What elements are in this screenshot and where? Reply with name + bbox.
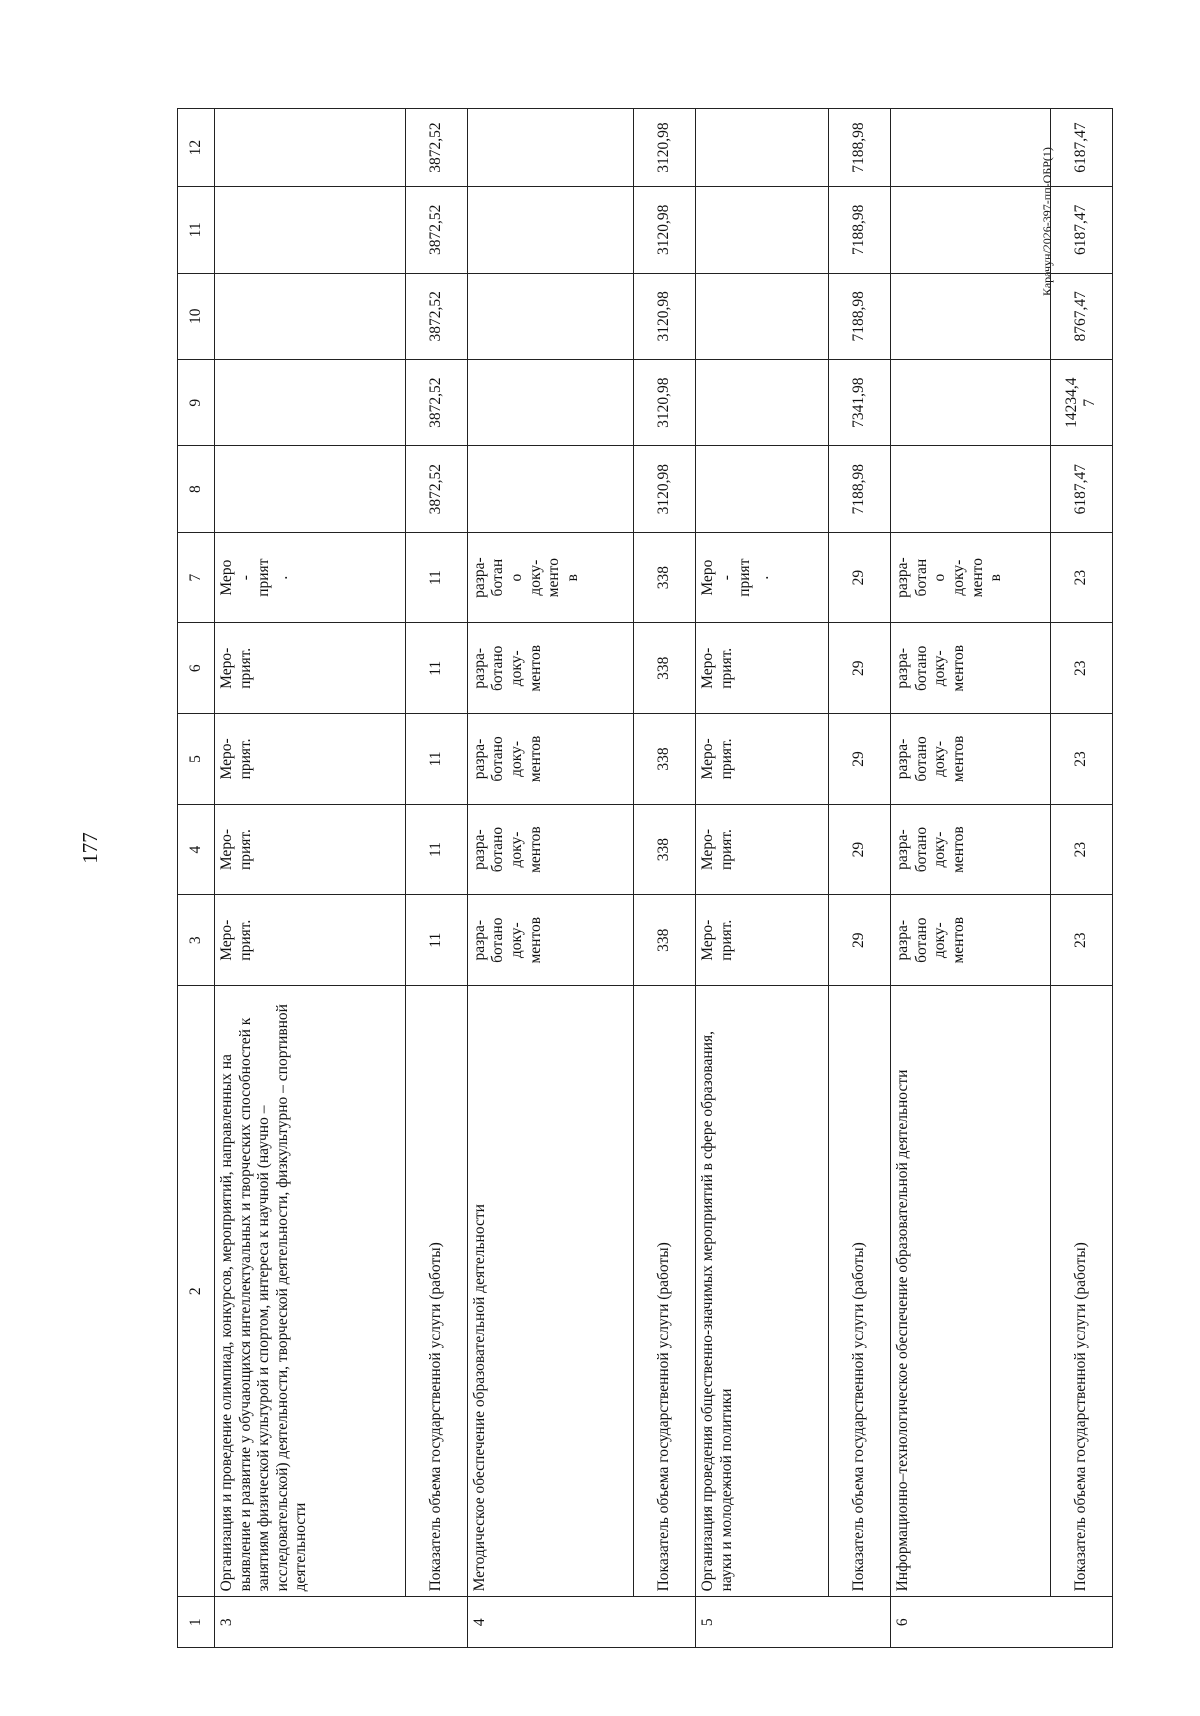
header-row [178,109,215,1648]
count-cell: 23 [1050,895,1112,986]
empty-cell [467,273,633,359]
value-cell: 3872,52 [405,359,467,445]
count-cell: 11 [405,804,467,895]
empty-cell [891,187,1051,273]
value-cell: 3120,98 [634,273,696,359]
count-cell: 29 [829,623,891,714]
value-cell: 3872,52 [405,273,467,359]
unit-cell: разра- ботан о доку- менто в [891,532,1051,623]
column-header: 11 [178,187,215,273]
indicator-label: Показатель объема государственной услуги (работы) [1050,986,1112,1597]
column-header: 6 [178,623,215,714]
column-header: 12 [178,109,215,187]
count-cell: 23 [1050,623,1112,714]
unit-cell: разра- ботано доку- ментов [467,895,633,986]
unit-cell: Меро - прият . [696,532,829,623]
unit-cell: разра- ботано доку- ментов [467,714,633,805]
column-header: 8 [178,446,215,532]
page-number: 177 [78,832,102,864]
column-header: 9 [178,359,215,445]
empty-cell [467,359,633,445]
empty-cell [467,187,633,273]
unit-cell: Меро- прият. [215,623,406,714]
work-row [467,109,633,1648]
unit-cell: Меро- прият. [696,623,829,714]
value-cell: 7188,98 [829,187,891,273]
work-name: Информационно–технологическое обеспечение образовательной деятельности [891,986,1051,1597]
column-header: 4 [178,804,215,895]
count-cell: 11 [405,623,467,714]
row-number: 4 [467,1597,695,1648]
value-cell: 3872,52 [405,187,467,273]
column-header: 5 [178,714,215,805]
value-cell: 8767,47 [1050,273,1112,359]
count-cell: 29 [829,804,891,895]
count-cell: 11 [405,714,467,805]
work-row [696,109,829,1648]
count-cell: 338 [634,714,696,805]
column-header: 7 [178,532,215,623]
empty-cell [696,187,829,273]
empty-cell [696,446,829,532]
count-cell: 11 [405,532,467,623]
empty-cell [891,359,1051,445]
value-cell: 3120,98 [634,359,696,445]
document-code: Карачун/2026-397-пп-ОБР(1) [1040,147,1054,296]
value-cell: 3872,52 [405,109,467,187]
value-cell: 3120,98 [634,187,696,273]
empty-cell [696,109,829,187]
value-cell: 3120,98 [634,446,696,532]
rotated-page-content [177,108,1113,1648]
unit-cell: разра- ботано доку- ментов [891,623,1051,714]
unit-cell: Меро - прият . [215,532,406,623]
empty-cell [215,187,406,273]
unit-cell: разра- ботано доку- ментов [891,714,1051,805]
unit-cell: Меро- прият. [215,804,406,895]
unit-cell: Меро- прият. [215,714,406,805]
value-cell: 6187,47 [1050,109,1112,187]
count-cell: 29 [829,895,891,986]
data-table [177,108,1113,1648]
unit-cell: разра- ботано доку- ментов [467,804,633,895]
empty-cell [215,359,406,445]
work-name: Организация проведения общественно-значимых мероприятий в сфере образования, науки и молодежной политики [696,986,829,1597]
value-cell: 7188,98 [829,109,891,187]
unit-cell: разра- ботано доку- ментов [467,623,633,714]
count-cell: 23 [1050,532,1112,623]
work-row [891,109,1051,1648]
unit-cell: Меро- прият. [696,895,829,986]
indicator-row [634,109,696,1648]
count-cell: 23 [1050,714,1112,805]
value-cell: 7188,98 [829,446,891,532]
column-header: 10 [178,273,215,359]
empty-cell [891,446,1051,532]
column-header: 1 [178,1597,215,1648]
unit-cell: разра- ботан о доку- менто в [467,532,633,623]
work-row [215,109,406,1648]
indicator-row [1050,109,1112,1648]
indicator-row [405,109,467,1648]
indicator-row [829,109,891,1648]
indicator-label: Показатель объема государственной услуги (работы) [634,986,696,1597]
value-cell: 7188,98 [829,273,891,359]
column-header: 3 [178,895,215,986]
unit-cell: Меро- прият. [215,895,406,986]
empty-cell [891,109,1051,187]
indicator-label: Показатель объема государственной услуги (работы) [405,986,467,1597]
empty-cell [215,109,406,187]
empty-cell [467,109,633,187]
count-cell: 11 [405,895,467,986]
unit-cell: разра- ботано доку- ментов [891,804,1051,895]
work-name: Методическое обеспечение образовательной деятельности [467,986,633,1597]
row-number: 5 [696,1597,891,1648]
count-cell: 29 [829,714,891,805]
column-header: 2 [178,986,215,1597]
unit-cell: разра- ботано доку- ментов [891,895,1051,986]
value-cell: 3872,52 [405,446,467,532]
work-name: Организация и проведение олимпиад, конкурсов, мероприятий, направленных на выявление и развитие у обучающихся интеллектуальных и творческих способностей к занятиям физической культурой и спортом, интереса к научной (научно – исследовательской) деятельности, творческой деятельности, физкультурно – спортивной деятельности [215,986,406,1597]
empty-cell [696,359,829,445]
count-cell: 338 [634,623,696,714]
value-cell: 3120,98 [634,109,696,187]
count-cell: 23 [1050,804,1112,895]
count-cell: 338 [634,532,696,623]
count-cell: 29 [829,532,891,623]
empty-cell [891,273,1051,359]
indicator-label: Показатель объема государственной услуги (работы) [829,986,891,1597]
value-cell: 14234,4 7 [1050,359,1112,445]
row-number: 3 [215,1597,468,1648]
value-cell: 6187,47 [1050,446,1112,532]
empty-cell [467,446,633,532]
value-cell: 7341,98 [829,359,891,445]
unit-cell: Меро- прият. [696,804,829,895]
empty-cell [215,446,406,532]
unit-cell: Меро- прият. [696,714,829,805]
value-cell: 6187,47 [1050,187,1112,273]
empty-cell [215,273,406,359]
row-number: 6 [891,1597,1113,1648]
empty-cell [696,273,829,359]
count-cell: 338 [634,804,696,895]
count-cell: 338 [634,895,696,986]
